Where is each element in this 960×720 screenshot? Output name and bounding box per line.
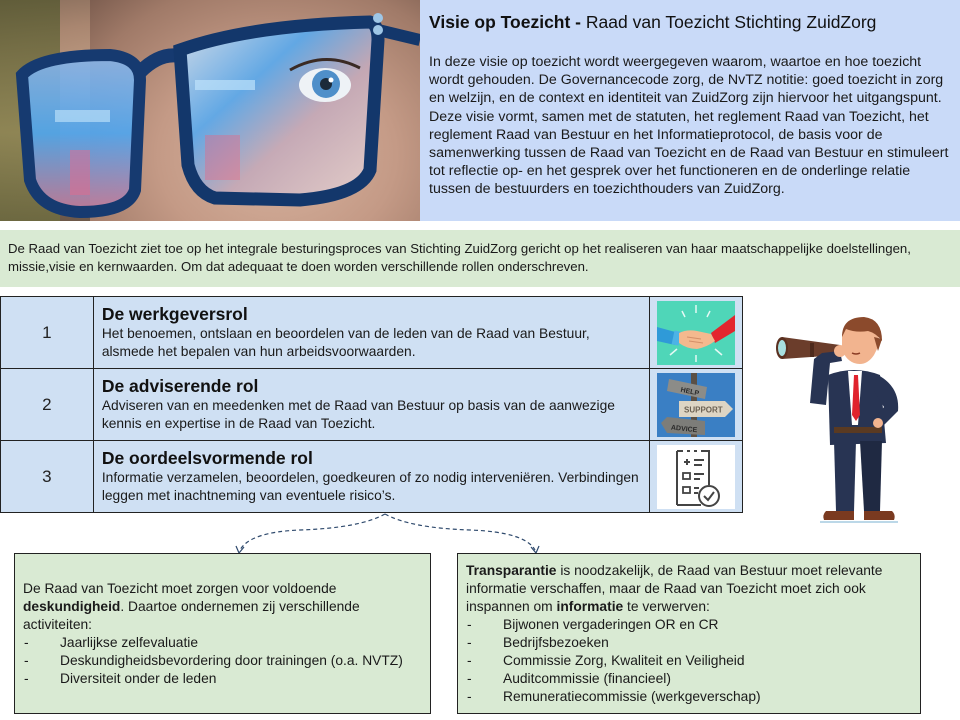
- expertise-text-post: . Daartoe ondernemen zij verschillende activiteiten:: [23, 599, 360, 632]
- list-item: - Diversiteit onder de leden: [23, 670, 422, 688]
- page-title-rest: Raad van Toezicht Stichting ZuidZorg: [585, 12, 877, 32]
- page-title-bold: Visie op Toezicht -: [429, 12, 586, 32]
- connector-left: [240, 514, 385, 550]
- roles-table: [0, 296, 743, 513]
- expertise-text-pre: De Raad van Toezicht moet zorgen voor voldoende: [23, 581, 337, 596]
- expertise-intro: [23, 580, 422, 634]
- intro-paragraph: In deze visie op toezicht wordt weergegeven waarom, waartoe en hoe toezicht wordt gehouden. De Governancecode zorg, de NvTZ notitie: goed toezicht in zorg en welzijn, en de context en identiteit van ZuidZorg zijn hiervoor het uitgangspunt. Deze visie vormt, samen met de statuten, het reglement Raad van Toezicht, het reglement Raad van Bestuur en het Informatieprotocol, de basis voor de samenwerking tussen de Raad van Toezicht en de Raad van Bestuur en stimuleert tot reflectie op- en het gesprek over het functioneren en de onderlinge relatie tussen de bestuurders en toezichthouders van ZuidZorg.: [429, 54, 949, 198]
- sign-advice: ADVICE: [670, 424, 698, 434]
- businessman-telescope-icon: [770, 315, 910, 525]
- summary-text: De Raad van Toezicht ziet toe op het integrale besturingsproces van Stichting ZuidZorg gericht op het realiseren van haar maatschappelijke doelstellingen, missie,visie en kernwaarden. Om dat adequaat te doen worden verschillende rollen onderschreven.: [8, 241, 911, 274]
- role-number: 2: [1, 369, 94, 441]
- expertise-list: [23, 634, 422, 688]
- list-item: - Jaarlijkse zelfevaluatie: [23, 634, 422, 652]
- sign-help: HELP: [679, 386, 700, 398]
- expertise-box: [14, 553, 431, 714]
- glasses-eye-illustration: [0, 0, 420, 221]
- signpost-icon: [657, 373, 735, 437]
- transparency-text-2: te verwerven:: [623, 599, 710, 614]
- list-item: - Bedrijfsbezoeken: [466, 634, 912, 652]
- sign-support: SUPPORT: [683, 405, 723, 414]
- intro-panel: [420, 0, 960, 221]
- list-item: - Bijwonen vergaderingen OR en CR: [466, 616, 912, 634]
- role-title: De oordeelsvormende rol: [101, 448, 313, 468]
- transparency-keyword: Transparantie: [466, 563, 557, 578]
- glasses-bridge: [140, 55, 180, 72]
- checklist-icon: [657, 445, 735, 509]
- role-icon-cell: [649, 297, 742, 369]
- role-icon-cell: [649, 441, 742, 513]
- arrow-left-icon: [236, 546, 244, 553]
- role-icon-cell: [649, 369, 742, 441]
- role-cell: [93, 369, 649, 441]
- information-keyword: informatie: [556, 599, 624, 614]
- role-description: Informatie verzamelen, beoordelen, goedkeuren of zo nodig interveniëren. Verbindingen leggen met inachtneming van eventuele risico’s.: [101, 470, 639, 503]
- role-cell: [93, 441, 649, 513]
- role-title: De adviserende rol: [101, 376, 259, 396]
- connector-right: [385, 514, 535, 550]
- role-cell: [93, 297, 649, 369]
- table-row: [1, 369, 743, 441]
- role-title: De werkgeversrol: [101, 304, 248, 324]
- transparency-text-1: is noodzakelijk, de Raad van Bestuur moet relevante informatie verschaffen, maar de Raad van Toezicht moet zich ook inspannen om: [466, 563, 883, 614]
- transparency-box: [457, 553, 921, 714]
- expertise-keyword: deskundigheid: [23, 599, 121, 614]
- role-number: 1: [1, 297, 94, 369]
- page-title: [429, 11, 950, 33]
- list-item: - Deskundigheidsbevordering door trainingen (o.a. NVTZ): [23, 652, 422, 670]
- list-item: - Commissie Zorg, Kwaliteit en Veiligheid: [466, 652, 912, 670]
- role-number: 3: [1, 441, 94, 513]
- list-item: - Remuneratiecommissie (werkgeverschap): [466, 688, 912, 706]
- handshake-icon: [657, 301, 735, 365]
- role-description: Het benoemen, ontslaan en beoordelen van de leden van de Raad van Bestuur, alsmede het bepalen van hun arbeidsvoorwaarden.: [101, 326, 590, 359]
- role-description: Adviseren van en meedenken met de Raad van Bestuur op basis van de aanwezige kennis en expertise in de Raad van Toezicht.: [101, 398, 615, 431]
- transparency-intro: [466, 562, 912, 616]
- table-row: [1, 441, 743, 513]
- branch-connector: [230, 508, 550, 556]
- list-item: - Auditcommissie (financieel): [466, 670, 912, 688]
- hero-photo: [0, 0, 420, 221]
- transparency-list: [466, 616, 912, 706]
- table-row: [1, 297, 743, 369]
- summary-band: [0, 230, 960, 287]
